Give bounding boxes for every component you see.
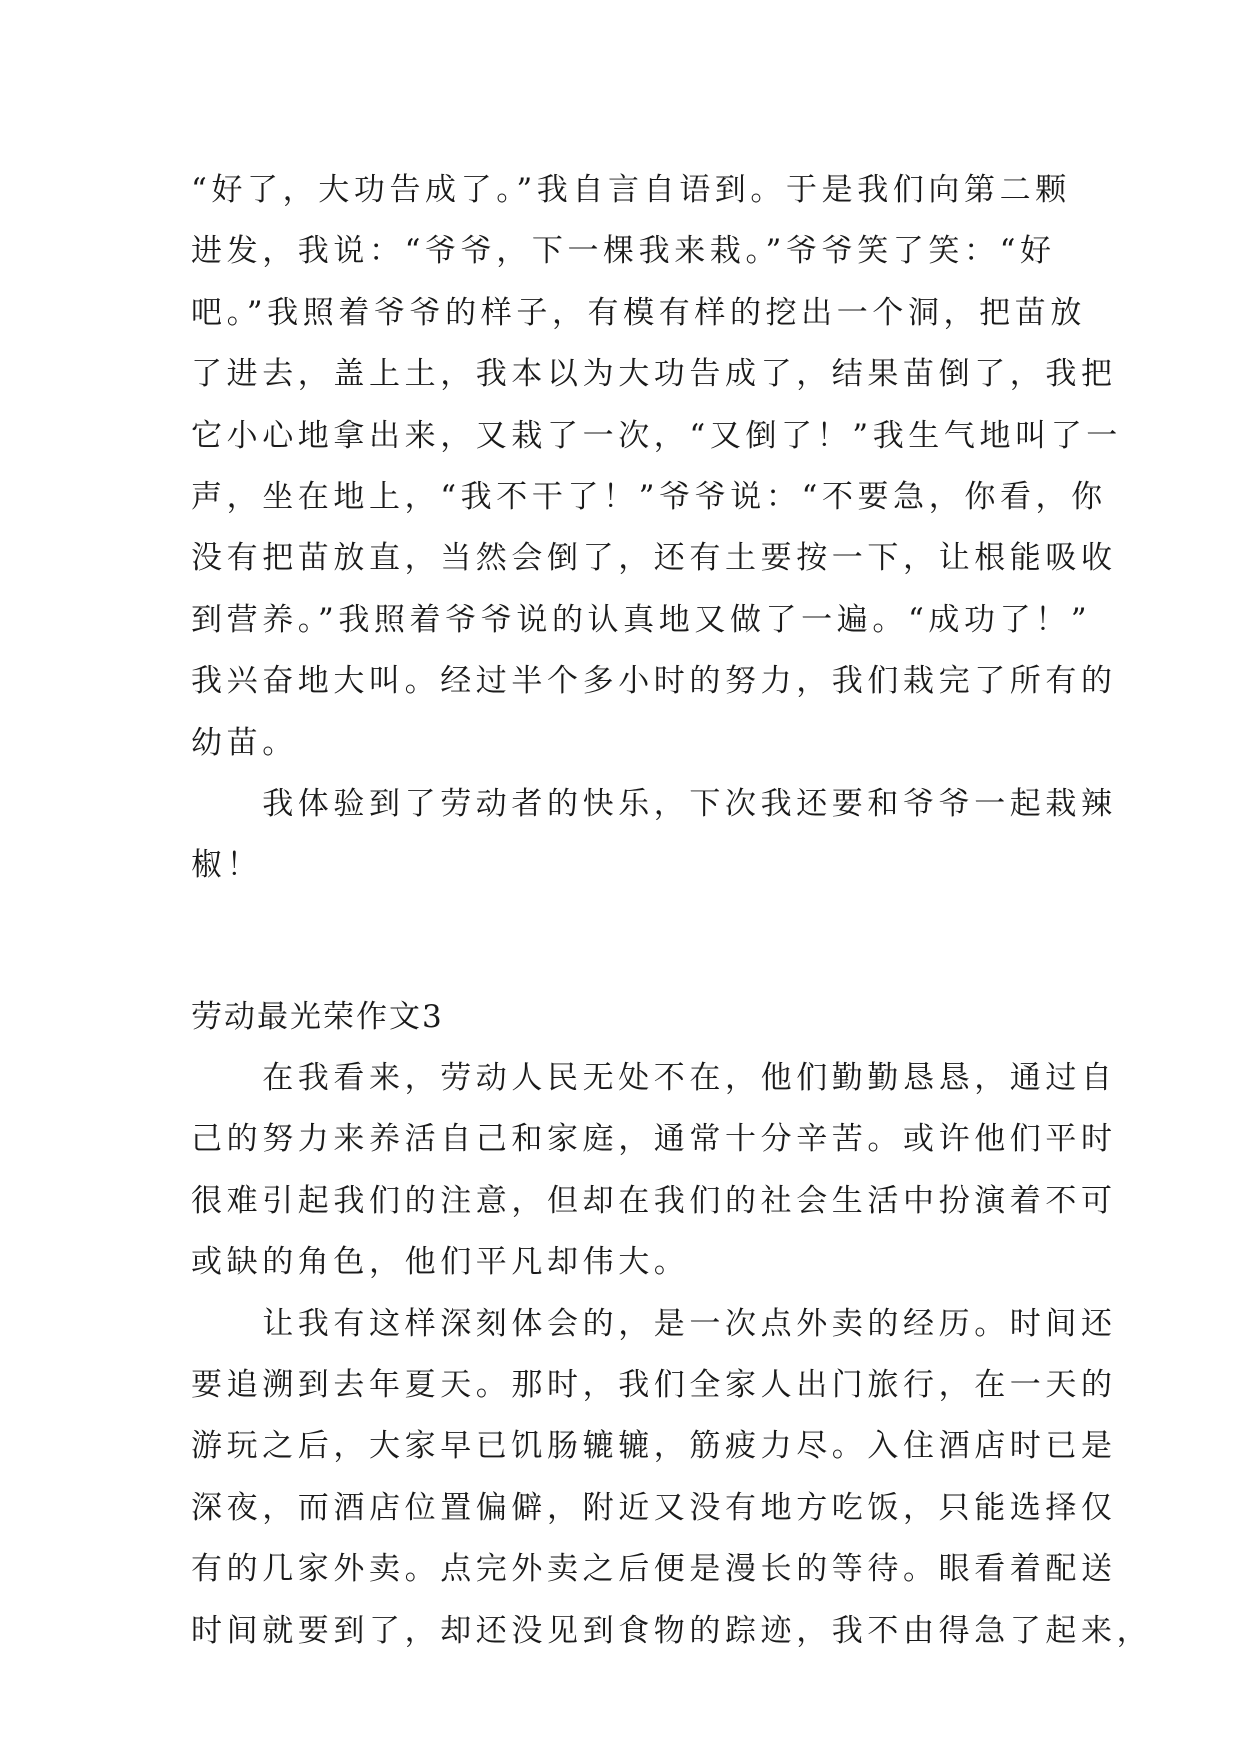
paragraph-3 [191,1048,1117,1294]
text-line: 没有把苗放直，当然会倒了，还有土要按一下，让根能吸收 [191,540,1117,577]
text-line: 声，坐在地上，“我不干了！”爷爷说：“不要急，你看，你 [191,478,1107,515]
text-line: 我体验到了劳动者的快乐，下次我还要和爷爷一起栽辣 [191,785,1117,822]
text-line: 进发，我说：“爷爷，下一棵我来栽。”爷爷笑了笑：“好 [191,233,1056,270]
text-line: 它小心地拿出来，又栽了一次，“又倒了！”我生气地叫了一 [191,417,1122,454]
text-line: 让我有这样深刻体会的，是一次点外卖的经历。时间还 [191,1305,1117,1342]
text-line: 深夜，而酒店位置偏僻，附近又没有地方吃饭，只能选择仅 [191,1489,1117,1526]
paragraph-4 [191,1294,1153,1662]
text-line: 很难引起我们的注意，但却在我们的社会生活中扮演着不可 [191,1182,1117,1219]
document-body [191,160,1153,1662]
section-title: 劳动最光荣作文3 [191,998,444,1035]
text-line: 时间就要到了，却还没见到食物的踪迹，我不由得急了起来， [191,1612,1153,1649]
text-line: 吧。”我照着爷爷的样子，有模有样的挖出一个洞，把苗放 [191,294,1086,331]
paragraph-1 [191,160,1122,774]
text-line: “好了，大功告成了。”我自言自语到。于是我们向第二颗 [191,172,1071,208]
text-line: 在我看来，劳动人民无处不在，他们勤勤恳恳，通过自 [191,1060,1117,1097]
text-line: 要追溯到去年夏天。那时，我们全家人出门旅行，在一天的 [191,1367,1117,1404]
paragraph-2 [191,774,1117,897]
text-line: 游玩之后，大家早已饥肠辘辘，筋疲力尽。入住酒店时已是 [191,1428,1117,1465]
text-line: 己的努力来养活自己和家庭，通常十分辛苦。或许他们平时 [191,1121,1117,1158]
text-line: 了进去，盖上土，我本以为大功告成了，结果苗倒了，我把 [191,356,1117,393]
text-line: 椒！ [191,847,263,884]
text-line: 到营养。”我照着爷爷说的认真地又做了一遍。“成功了！” [191,601,1092,638]
section-spacer [191,897,1053,987]
text-line: 有的几家外卖。点完外卖之后便是漫长的等待。眼看着配送 [191,1551,1117,1588]
text-line: 或缺的角色，他们平凡却伟大。 [191,1244,690,1281]
text-line: 幼苗。 [191,724,298,761]
text-line: 我兴奋地大叫。经过半个多小时的努力，我们栽完了所有的 [191,663,1117,700]
